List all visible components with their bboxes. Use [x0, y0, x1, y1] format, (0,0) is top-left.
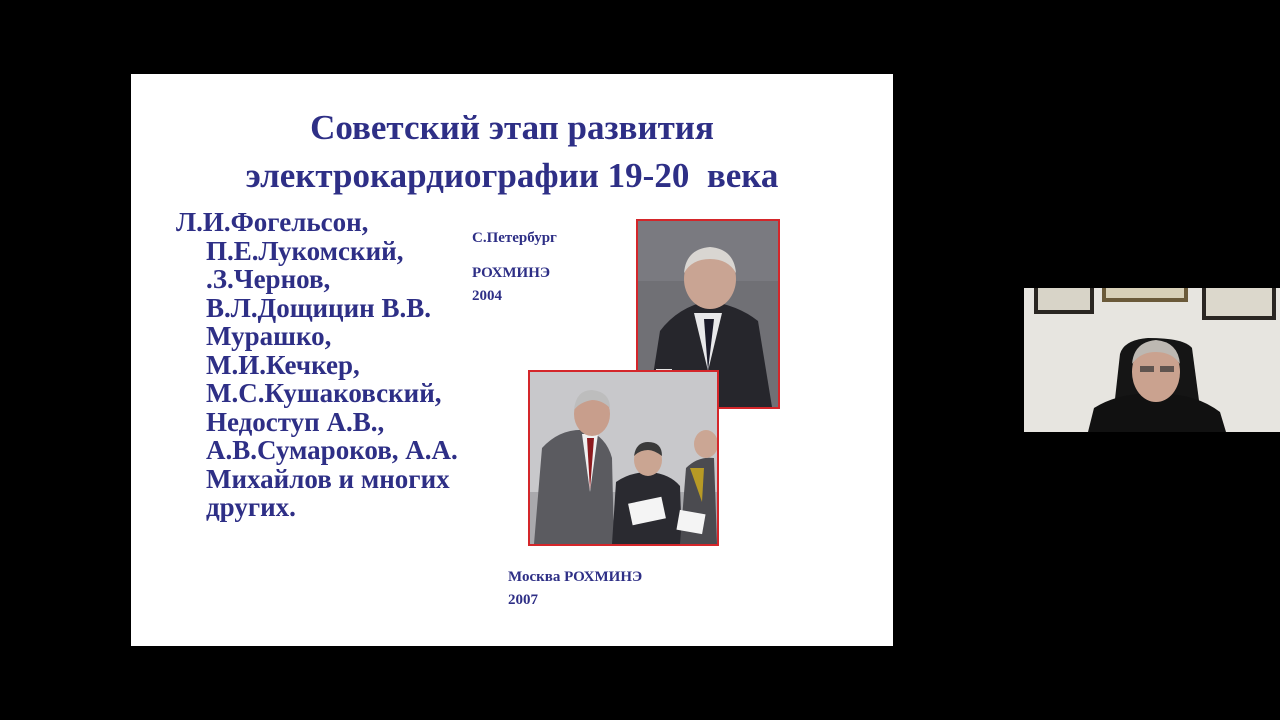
slide-title: [131, 104, 893, 200]
names-list-item: других.: [206, 492, 296, 522]
photo-group-2007: [528, 370, 719, 546]
slide-title-line-1: Советский этап развития: [310, 108, 714, 147]
names-list-item: А.В.Сумароков, А.А.: [206, 435, 458, 465]
names-list-item: .З.Чернов,: [206, 264, 331, 294]
names-list-item: Михайлов и многих: [206, 463, 450, 494]
names-list-item: Мурашко,: [206, 321, 332, 351]
slide-title-line-2: электрокардиографии 19-20 века: [245, 156, 779, 195]
webcam-video-feed: [1024, 288, 1280, 432]
names-list-item: В.Л.Дощицин В.В.: [206, 292, 431, 323]
names-list-item: П.Е.Лукомский,: [206, 235, 404, 266]
names-list-item: Недоступ А.В.,: [206, 406, 385, 437]
caption-year-spb: 2004: [472, 288, 502, 304]
names-list: [176, 208, 496, 522]
caption-moscow-year: 2007: [508, 592, 538, 608]
names-list-item: Л.И.Фогельсон,: [176, 207, 369, 237]
caption-moscow-event: Москва РОХМИНЭ: [508, 569, 643, 585]
names-list-item: М.И.Кечкер,: [206, 349, 360, 380]
caption-event-spb: РОХМИНЭ: [472, 265, 551, 281]
names-list-item: М.С.Кушаковский,: [206, 378, 442, 408]
caption-city-spb: С.Петербург: [472, 230, 557, 246]
presentation-slide: [131, 74, 893, 646]
